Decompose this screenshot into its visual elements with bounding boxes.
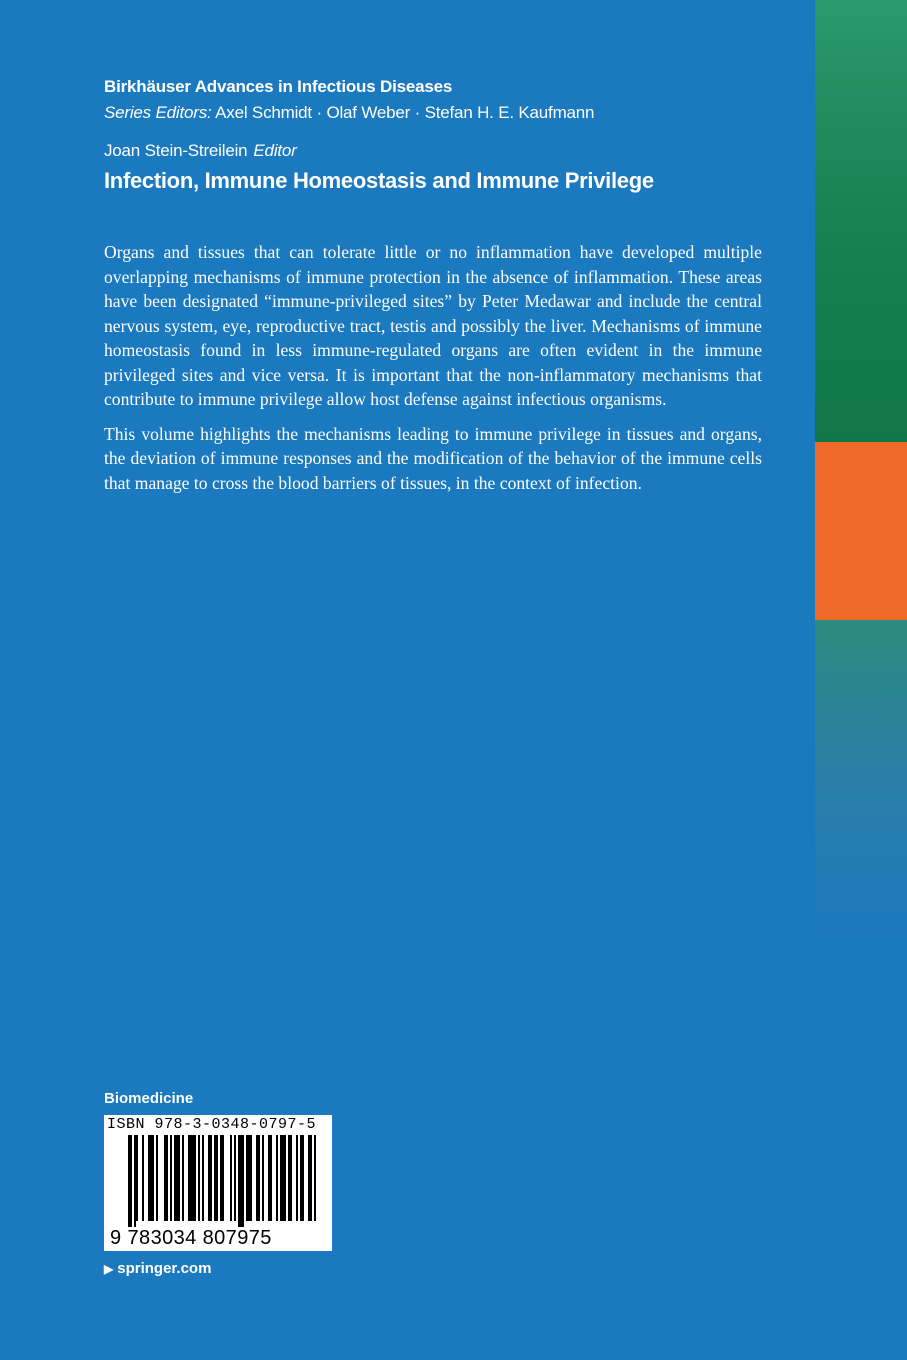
description-paragraph: Organs and tissues that can tolerate little or no inflammation have developed multiple overlapping mechanisms of immune protection in the absence of inflammation. These areas have been designated “immune-privileged sites” by Peter Medawar and include the central nervous system, eye, reproductive tract, testis and possibly the liver. Mechanisms of immune homeostasis found in less immune-regulated organs are often evident in the immune privileged sites and vice versa. It is important that the non-inflammatory mechanisms that contribute to immune privilege allow host defense against infectious organisms. [104,242,762,409]
isbn-barcode [104,1115,332,1251]
barcode-bar [214,1135,216,1221]
barcode-bar [256,1135,260,1221]
barcode-bar [220,1135,222,1221]
barcode-bar [268,1135,270,1221]
green-color-band [815,0,907,442]
book-title: Infection, Immune Homeostasis and Immune Privilege [104,168,654,193]
isbn-label: ISBN 978-3-0348-0797-5 [107,1116,317,1133]
series-editors [104,103,594,123]
barcode-bar [208,1135,212,1221]
barcode-bar [250,1135,252,1221]
barcode-bar [276,1135,278,1221]
barcode-bar [170,1135,172,1221]
isbn-remaining-digits: 783034 807975 [127,1227,272,1249]
barcode-bar [164,1135,166,1221]
barcode-bar [190,1135,192,1221]
editor-name: Joan Stein-Streilein [104,141,248,160]
isbn-first-digit: 9 [110,1227,122,1249]
barcode-bar [148,1135,150,1221]
barcode-bar [142,1135,144,1221]
barcode-bar [202,1135,204,1221]
website-url: springer.com [117,1260,212,1277]
barcode-bar [270,1135,272,1221]
barcode-bar [280,1135,282,1221]
barcode-bar [262,1135,264,1221]
subject-category: Biomedicine [104,1090,194,1107]
barcode-bar [174,1135,176,1221]
barcode-bar [240,1135,244,1227]
barcode-bar [198,1135,200,1221]
series-editors-names: Axel Schmidt · Olaf Weber · Stefan H. E. Kaufmann [215,103,595,122]
barcode-bar [234,1135,236,1221]
barcode-bar [134,1135,136,1227]
isbn-digits [110,1227,272,1250]
barcode-bar [216,1135,218,1221]
barcode-bar [128,1135,132,1227]
barcode-bar [308,1135,310,1221]
orange-color-band [815,442,907,620]
barcode-bar [300,1135,302,1221]
barcode-bar [152,1135,154,1221]
barcode-bar [296,1135,298,1221]
barcode-bar [284,1135,286,1221]
barcode-bar [192,1135,196,1221]
publisher-website[interactable] [104,1260,211,1277]
barcode-bar [150,1135,152,1221]
barcode-bar [156,1135,158,1221]
description-paragraph: This volume highlights the mechanisms leading to immune privilege in tissues and organs, the deviation of immune responses and the modification of the behavior of the immune cells that manage to cross the blood barriers of tissues, in the context of infection. [104,423,762,493]
barcode-bar [282,1135,284,1221]
barcode-bar [136,1135,138,1221]
description [104,240,762,505]
barcode-bar [230,1135,232,1221]
editor-role: Editor [253,141,297,160]
series-editors-label: Series Editors: [104,103,212,122]
barcode-bar [310,1135,312,1221]
barcode-bar [222,1135,224,1221]
barcode-bar [248,1135,250,1221]
barcode-bar [246,1135,248,1221]
barcode-bar [238,1135,240,1227]
barcode-bar [302,1135,304,1221]
barcode-bar [176,1135,180,1221]
barcode-bar [182,1135,184,1221]
triangle-arrow-icon: ▶ [104,1262,114,1276]
barcode-bar [188,1135,190,1221]
barcode-bar [288,1135,292,1221]
book-editor [104,141,297,161]
barcode-bars [128,1135,320,1227]
barcode-bar [166,1135,168,1221]
teal-fade-band [815,620,907,950]
series-title: Birkhäuser Advances in Infectious Diseases [104,77,453,96]
barcode-bar [314,1135,316,1221]
